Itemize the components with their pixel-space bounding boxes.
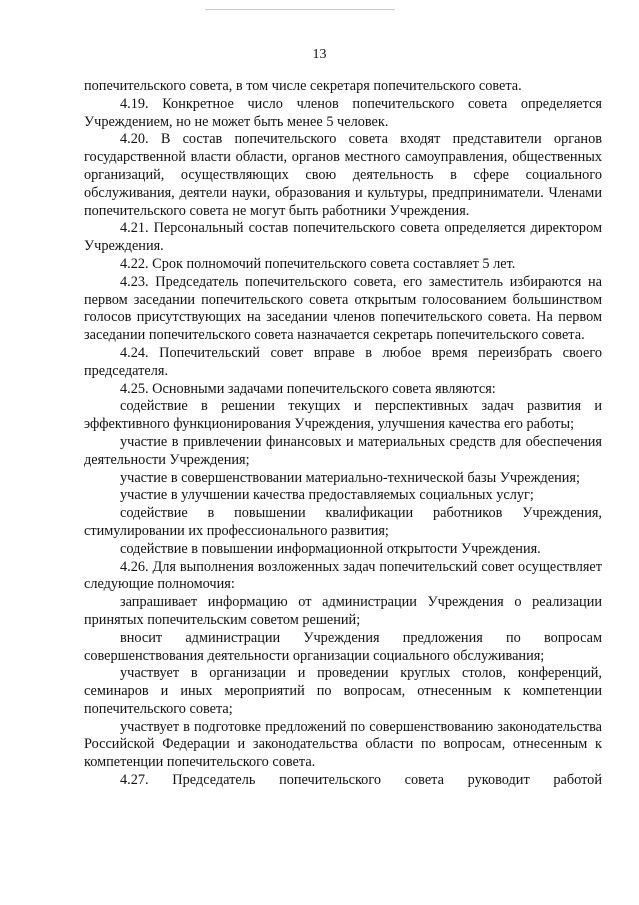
paragraph: 4.20. В состав попечительского совета входят представители органов государственной власти области, органов местного самоуправления, общественных организаций, осуществляющих свою деятельность в сфере социального обслуживания, деятели науки, образования и культуры, предприниматели. Членами попечительского совета не могут быть работники Учреждения. [84,131,602,219]
paragraph: участвует в организации и проведении круглых столов, конференций, семинаров и иных мероприятий по вопросам, отнесенным к компетенции попечительского совета; [84,665,602,717]
paragraph: участие в совершенствовании материально-технической базы Учреждения; [120,469,580,486]
document-body [84,78,602,790]
paragraph: 4.27. Председатель попечительского совета руководит работой [120,772,602,789]
scan-artifact-line [205,9,395,10]
paragraph: запрашивает информацию от администрации Учреждения о реализации принятых попечительским советом решений; [84,594,602,628]
paragraph: содействие в решении текущих и перспективных задач развития и эффективного функционирования Учреждения, улучшения качества его работы; [84,398,602,433]
paragraph: 4.19. Конкретное число членов попечительского совета определяется Учреждением, но не может быть менее 5 человек. [84,95,602,130]
paragraph: участие в привлечении финансовых и материальных средств для обеспечения деятельности Учреждения; [84,433,602,468]
paragraph: 4.22. Срок полномочий попечительского совета составляет 5 лет. [120,255,516,272]
paragraph: 4.24. Попечительский совет вправе в любое время переизбрать своего председателя. [84,344,602,379]
paragraph: 4.25. Основными задачами попечительского совета являются: [120,380,496,397]
paragraph: участвует в подготовке предложений по совершенствованию законодательства Российской Федерации и законодательства области по вопросам, отнесенным к компетенции попечительского совета. [84,718,602,771]
paragraph: содействие в повышении квалификации работников Учреждения, стимулировании их профессионального развития; [84,505,602,539]
paragraph: 4.21. Персональный состав попечительского совета определяется директором Учреждения. [84,220,602,255]
paragraph: 4.26. Для выполнения возложенных задач попечительский совет осуществляет следующие полномочия: [84,558,602,593]
paragraph: содействие в повышении информационной открытости Учреждения. [120,540,541,557]
page-number: 13 [312,47,327,62]
paragraph: участие в улучшении качества предоставляемых социальных услуг; [120,487,534,504]
paragraph: попечительского совета, в том числе секретаря попечительского совета. [84,78,522,94]
paragraph: вносит администрации Учреждения предложения по вопросам совершенствования деятельности организации социального обслуживания; [84,629,602,664]
paragraph: 4.23. Председатель попечительского совета, его заместитель избираются на первом заседании попечительского совета открытым голосованием большинством голосов присутствующих на заседании членов попечительского совета. На первом заседании попечительского совета назначается секретарь попечительского совета. [84,273,602,344]
